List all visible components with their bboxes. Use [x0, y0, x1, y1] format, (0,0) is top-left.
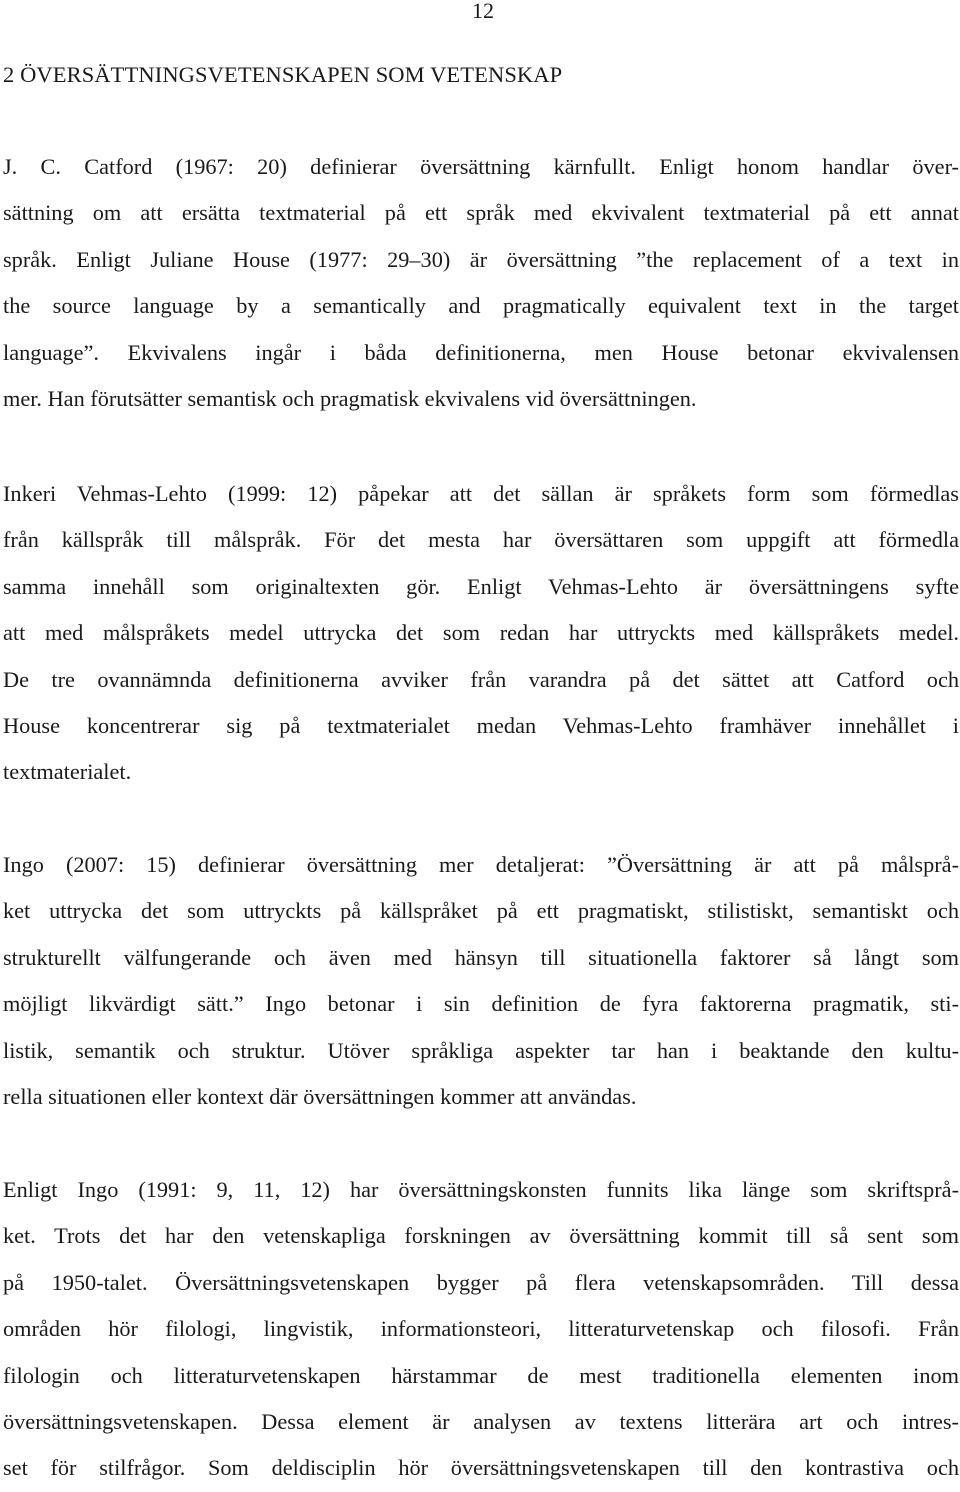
- text-line: listik, semantik och struktur. Utöver språkliga aspekter tar han i beaktande den kultu-: [3, 1037, 959, 1063]
- text-line: textmaterialet.: [3, 759, 132, 785]
- text-line: möjligt likvärdigt sätt.” Ingo betonar i sin definition de fyra faktorerna pragmatik, sti-: [3, 991, 959, 1017]
- text-line: Inkeri Vehmas-Lehto (1999: 12) påpekar att det sällan är språkets form som förmedlas: [3, 481, 959, 506]
- text-line: filologin och litteraturvetenskapen härstammar de mest traditionella elementen inom: [3, 1362, 959, 1388]
- text-line: språk. Enligt Juliane House (1977: 29–30) är översättning ”the replacement of a text in: [3, 246, 959, 272]
- text-line: De tre ovannämnda definitionerna avviker från varandra på det sättet att Catford och: [3, 666, 959, 692]
- text-line: mer. Han förutsätter semantisk och pragmatisk ekvivalens vid översättningen.: [3, 386, 697, 412]
- text-line: översättningsvetenskapen. Dessa element är analysen av textens litterära art och intres-: [3, 1409, 959, 1435]
- text-line: ket uttrycka det som uttryckts på källspråket på ett pragmatiskt, stilistiskt, semantiskt och: [3, 898, 959, 924]
- paragraph-ingo-2007: [3, 842, 959, 1120]
- text-line: sättning om att ersätta textmaterial på ett språk med ekvivalent textmaterial på ett annat: [3, 200, 959, 226]
- section-heading: 2 ÖVERSÄTTNINGSVETENSKAPEN SOM VETENSKAP: [3, 62, 563, 87]
- text-line: på 1950-talet. Översättningsvetenskapen bygger på flera vetenskapsområden. Till dessa: [3, 1269, 959, 1295]
- text-line: strukturellt välfungerande och även med hänsyn till situationella faktorer så långt som: [3, 944, 959, 970]
- text-line: ket. Trots det har den vetenskapliga forskningen av översättning kommit till så sent som: [3, 1223, 959, 1249]
- paragraph-vehmas-lehto: [3, 471, 959, 796]
- text-line: från källspråk till målspråk. För det mesta har översättaren som uppgift att förmedla: [3, 527, 959, 553]
- text-line: rella situationen eller kontext där översättningen kommer att användas.: [3, 1084, 637, 1110]
- text-line: Enligt Ingo (1991: 9, 11, 12) har översättningskonsten funnits lika länge som skriftsprå-: [3, 1177, 959, 1202]
- text-line: områden hör filologi, lingvistik, informationsteori, litteraturvetenskap och filosofi. Från: [3, 1316, 959, 1342]
- text-line: Ingo (2007: 15) definierar översättning mer detaljerat: ”Översättning är att på målsprå-: [3, 852, 959, 877]
- text-line: House koncentrerar sig på textmaterialet medan Vehmas-Lehto framhäver innehållet i: [3, 713, 959, 739]
- paragraph-catford-house: [3, 144, 959, 422]
- text-line: att med målspråkets medel uttrycka det som redan har uttryckts med källspråkets medel.: [3, 620, 959, 646]
- paragraph-ingo-1991: [3, 1167, 959, 1492]
- text-line: the source language by a semantically and pragmatically equivalent text in the target: [3, 293, 959, 319]
- page-number: 12: [472, 0, 494, 23]
- text-line: J. C. Catford (1967: 20) definierar översättning kärnfullt. Enligt honom handlar över-: [3, 154, 959, 179]
- text-line: language”. Ekvivalens ingår i båda definitionerna, men House betonar ekvivalensen: [3, 339, 959, 365]
- text-line: set för stilfrågor. Som deldisciplin hör översättningsvetenskapen till den kontrastiva och: [3, 1455, 959, 1481]
- text-line: samma innehåll som originaltexten gör. Enligt Vehmas-Lehto är översättningens syfte: [3, 573, 959, 599]
